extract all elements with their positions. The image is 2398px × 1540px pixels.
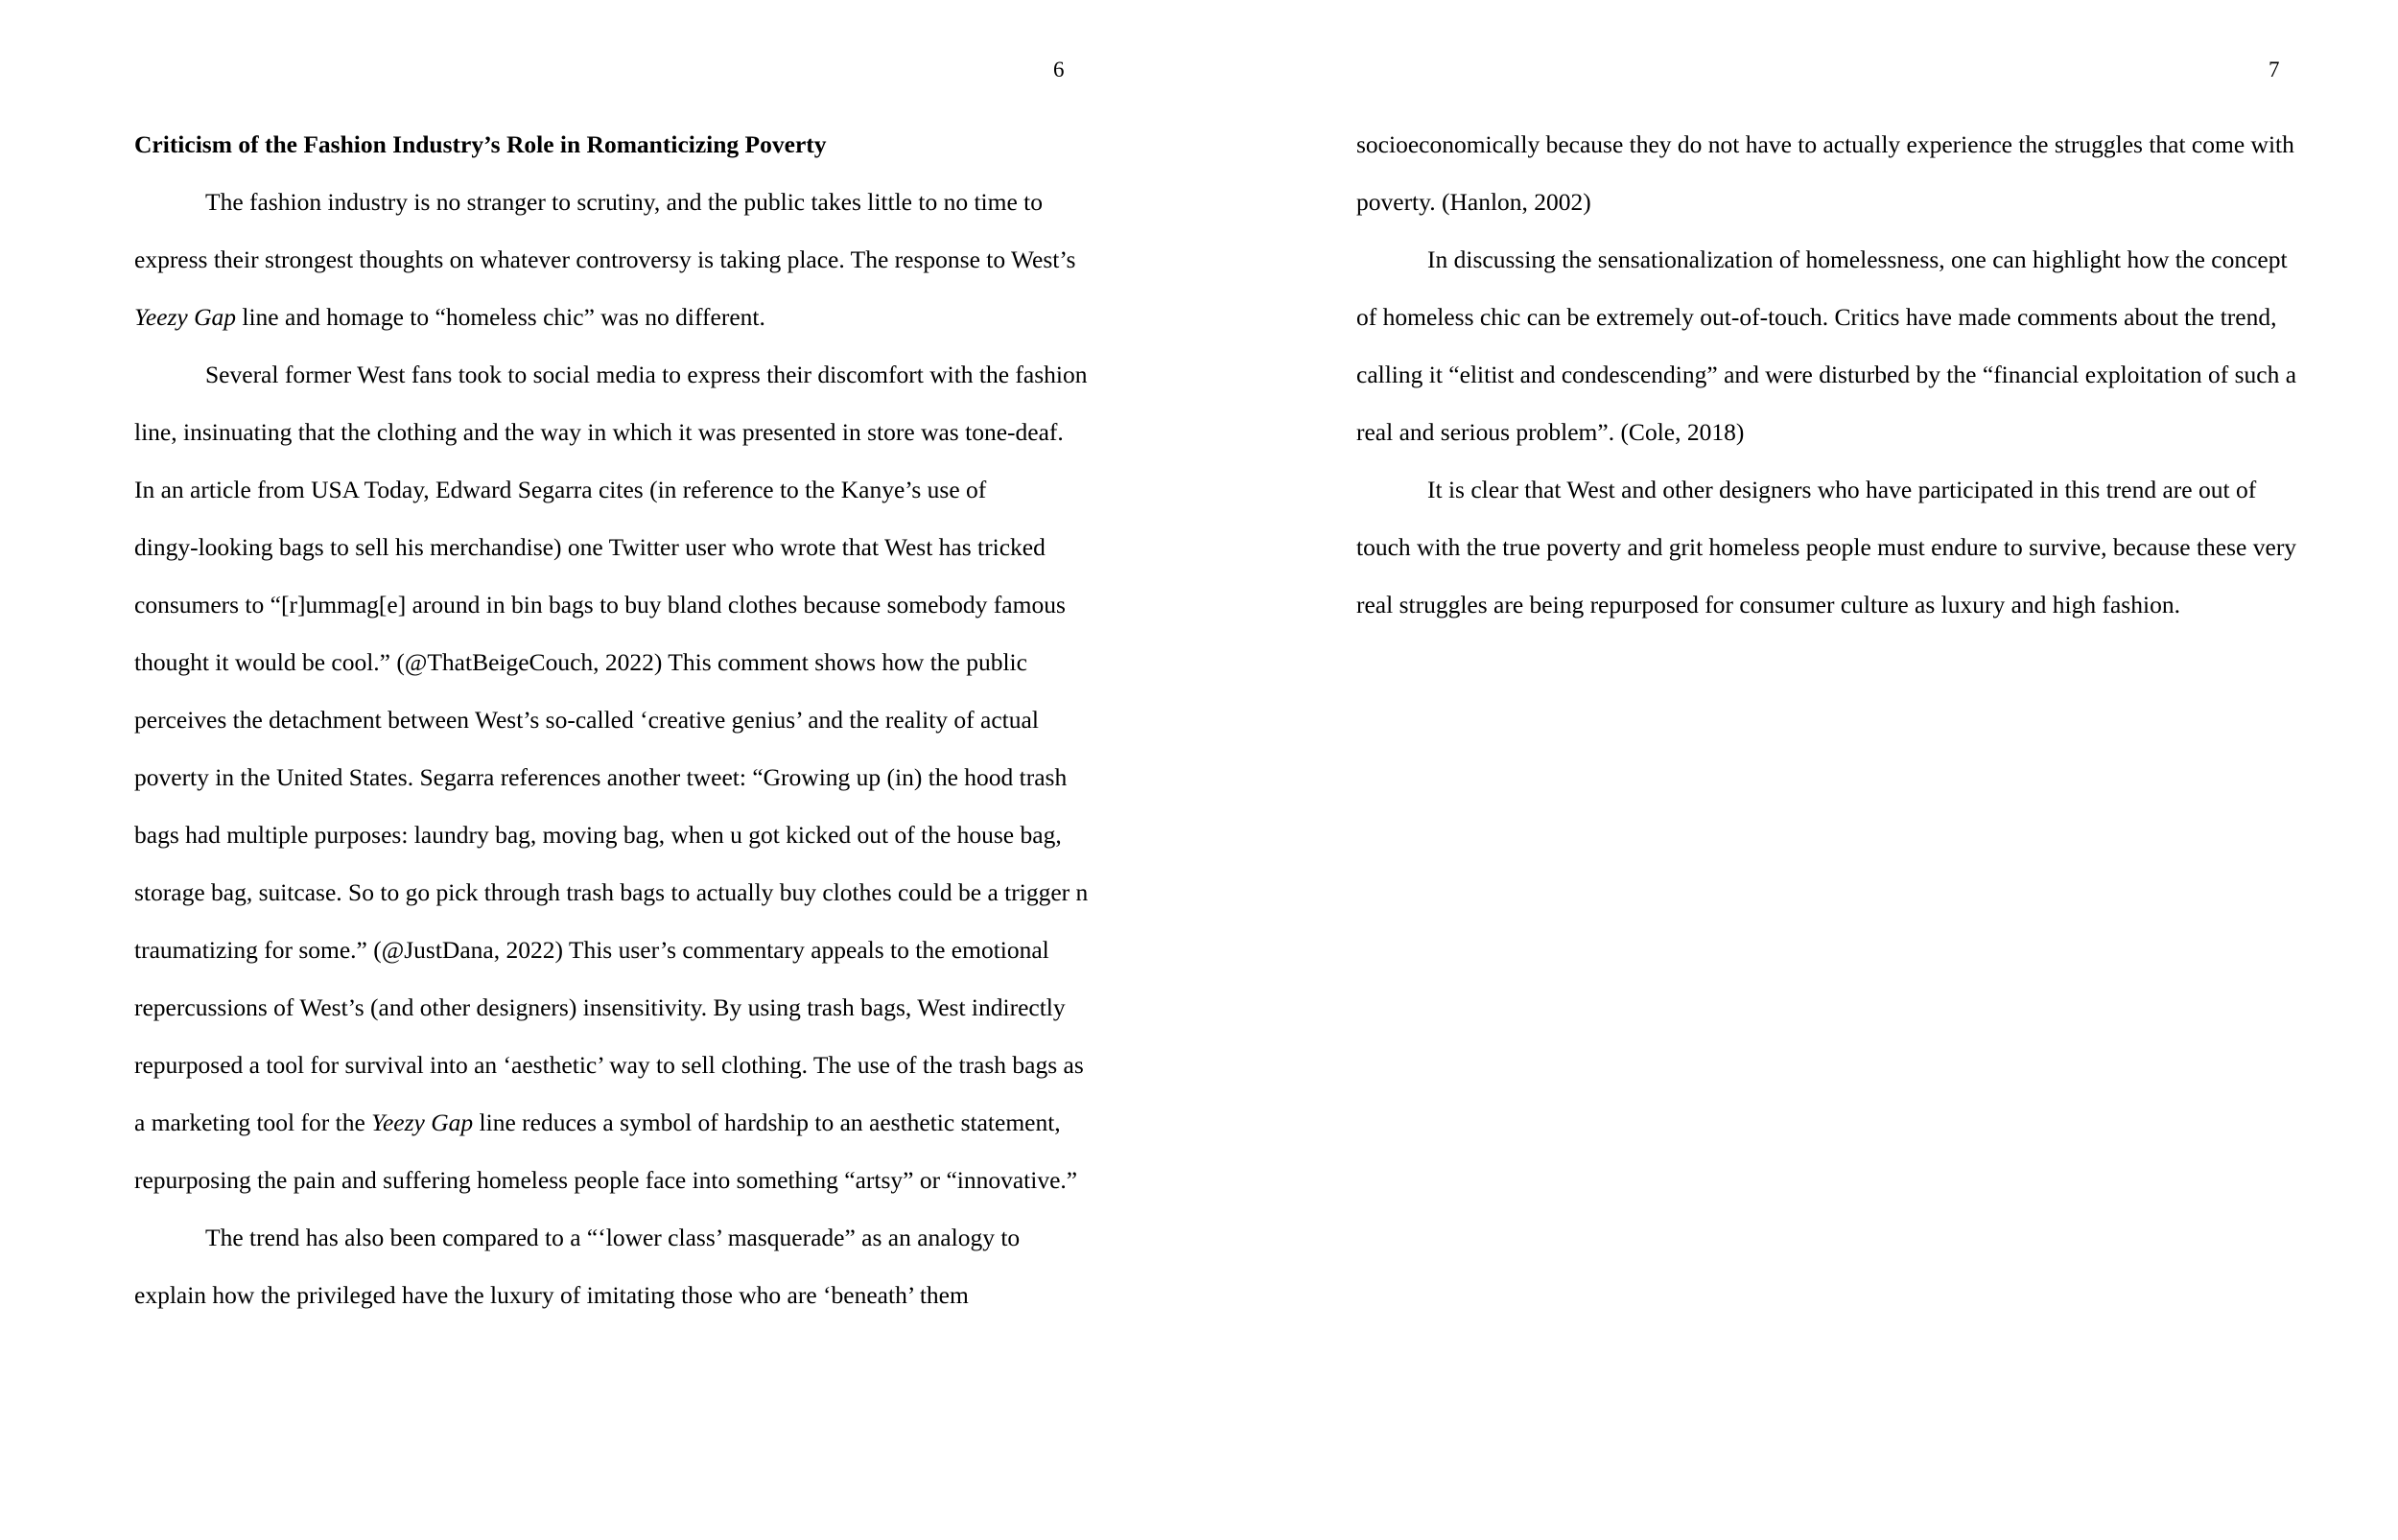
text-line: repurposed a tool for survival into an ‘aesthetic’ way to sell clothing. The use of the trash bags as	[134, 1051, 1084, 1079]
italic-title: Yeezy Gap	[371, 1108, 474, 1136]
section-heading: Criticism of the Fashion Industry’s Role in Romanticizing Poverty	[134, 130, 827, 158]
text-line: It is clear that West and other designers who have participated in this trend are out of	[1427, 476, 2257, 503]
text-line: of homeless chic can be extremely out-of-touch. Critics have made comments about the trend,	[1356, 303, 2277, 331]
page-number-right: 7	[2269, 58, 2280, 82]
text-line: poverty. (Hanlon, 2002)	[1356, 188, 1591, 216]
text-line: In an article from USA Today, Edward Segarra cites (in reference to the Kanye’s use of	[134, 476, 987, 503]
text-line: line, insinuating that the clothing and the way in which it was presented in store was tone-deaf.	[134, 418, 1064, 446]
text-line: real and serious problem”. (Cole, 2018)	[1356, 418, 1745, 446]
text-line: express their strongest thoughts on whatever controversy is taking place. The response to West’s	[134, 245, 1076, 273]
text-line: consumers to “[r]ummag[e] around in bin bags to buy bland clothes because somebody famous	[134, 591, 1066, 618]
left-page-content	[134, 126, 1089, 1334]
text-line: storage bag, suitcase. So to go pick through trash bags to actually buy clothes could be a trigger n	[134, 878, 1089, 906]
text-line: The trend has also been compared to a “‘lower class’ masquerade” as an analogy to	[205, 1224, 1021, 1251]
text-line: bags had multiple purposes: laundry bag, moving bag, when u got kicked out of the house bag,	[134, 821, 1062, 849]
text-line: explain how the privileged have the luxury of imitating those who are ‘beneath’ them	[134, 1281, 969, 1309]
right-page	[1199, 0, 2398, 1540]
text-line: Several former West fans took to social media to express their discomfort with the fashion	[205, 361, 1088, 388]
text-span: a marketing tool for the	[134, 1108, 372, 1136]
text-line: traumatizing for some.” (@JustDana, 2022) This user’s commentary appeals to the emotional	[134, 936, 1049, 964]
italic-title: Yeezy Gap	[134, 303, 237, 331]
text-line: In discussing the sensationalization of homelessness, one can highlight how the concept	[1427, 245, 2288, 273]
text-span: line reduces a symbol of hardship to an aesthetic statement,	[473, 1108, 1061, 1136]
text-line: calling it “elitist and condescending” and were disturbed by the “financial exploitation of such a	[1356, 361, 2297, 388]
right-page-content	[1356, 126, 2301, 643]
text-line: repercussions of West’s (and other designers) insensitivity. By using trash bags, West indirectly	[134, 993, 1066, 1021]
text-line: dingy-looking bags to sell his merchandise) one Twitter user who wrote that West has tricked	[134, 533, 1046, 561]
text-line: touch with the true poverty and grit homeless people must endure to survive, because these very	[1356, 533, 2297, 561]
page-number-left: 6	[1053, 58, 1065, 82]
text-line: perceives the detachment between West’s so-called ‘creative genius’ and the reality of actual	[134, 706, 1039, 734]
text-line: socioeconomically because they do not have to actually experience the struggles that come with	[1356, 130, 2294, 158]
text-line: poverty in the United States. Segarra references another tweet: “Growing up (in) the hood trash	[134, 763, 1068, 791]
text-line	[134, 1104, 1079, 1161]
text-line: thought it would be cool.” (@ThatBeigeCouch, 2022) This comment shows how the public	[134, 648, 1027, 676]
text-line: real struggles are being repurposed for consumer culture as luxury and high fashion.	[1356, 591, 2180, 618]
text-line: The fashion industry is no stranger to scrutiny, and the public takes little to no time to	[205, 188, 1043, 216]
text-span: line and homage to “homeless chic” was no different.	[236, 303, 765, 331]
text-line	[134, 298, 1079, 356]
text-line: repurposing the pain and suffering homeless people face into something “artsy” or “innovative.”	[134, 1166, 1078, 1194]
